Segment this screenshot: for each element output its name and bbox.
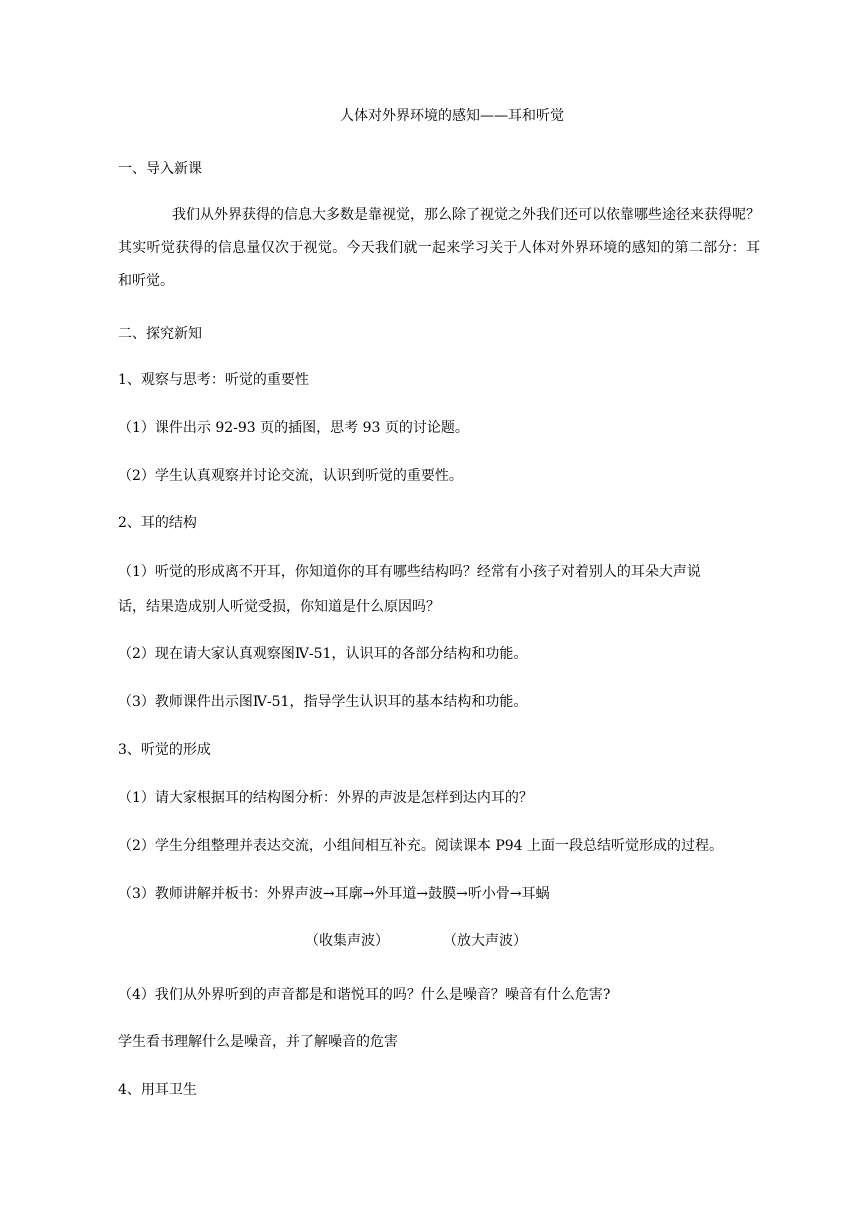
list-item: （2）学生认真观察并讨论交流，认识到听觉的重要性。 bbox=[118, 468, 463, 484]
pathway-notes bbox=[305, 931, 527, 951]
list-item: （4）我们从外界听到的声音都是和谐悦耳的吗？什么是噪音？噪音有什么危害? bbox=[118, 987, 611, 1003]
list-item: （3）教师讲解并板书：外界声波→耳廓→外耳道→鼓膜→听小骨→耳蜗 bbox=[118, 886, 550, 902]
subheading-importance: 1、观察与思考：听觉的重要性 bbox=[118, 372, 309, 388]
note-collect-sound: （收集声波） bbox=[305, 933, 389, 949]
subheading-hearing-formation: 3、听觉的形成 bbox=[118, 742, 211, 758]
student-activity-line: 学生看书理解什么是噪音，并了解噪音的危害 bbox=[118, 1034, 398, 1050]
document-title: 人体对外界环境的感知——耳和听觉 bbox=[340, 108, 564, 124]
section-heading-explore: 二、探究新知 bbox=[118, 326, 202, 342]
list-item: （1）请大家根据耳的结构图分析：外界的声波是怎样到达内耳的？ bbox=[118, 790, 533, 806]
list-item: （3）教师课件出示图Ⅳ-51，指导学生认识耳的基本结构和功能。 bbox=[118, 694, 528, 710]
list-item: （1）课件出示 92-93 页的插图，思考 93 页的讨论题。 bbox=[118, 420, 469, 436]
section-heading-intro: 一、导入新课 bbox=[118, 161, 202, 177]
intro-paragraph: 我们从外界获得的信息大多数是靠视觉，那么除了视觉之外我们还可以依靠哪些途径来获得呢？其实听觉获得的信息量仅次于视觉。今天我们就一起来学习关于人体对外界环境的感知的第二部分：耳和听觉。 bbox=[118, 207, 760, 289]
subheading-ear-hygiene: 4、用耳卫生 bbox=[118, 1082, 197, 1098]
list-item: （2）学生分组整理并表达交流，小组间相互补充。阅读课本 P94 上面一段总结听觉形成的过程。 bbox=[118, 838, 724, 854]
list-item: （2）现在请大家认真观察图Ⅳ-51，认识耳的各部分结构和功能。 bbox=[118, 646, 528, 662]
list-item: （1）听觉的形成离不开耳，你知道你的耳有哪些结构吗？经常有小孩子对着别人的耳朵大声说 bbox=[118, 564, 701, 580]
subheading-ear-structure: 2、耳的结构 bbox=[118, 515, 197, 531]
list-item-continuation: 话，结果造成别人听觉受损，你知道是什么原因吗？ bbox=[118, 599, 440, 615]
note-amplify-sound: （放大声波） bbox=[443, 933, 527, 949]
